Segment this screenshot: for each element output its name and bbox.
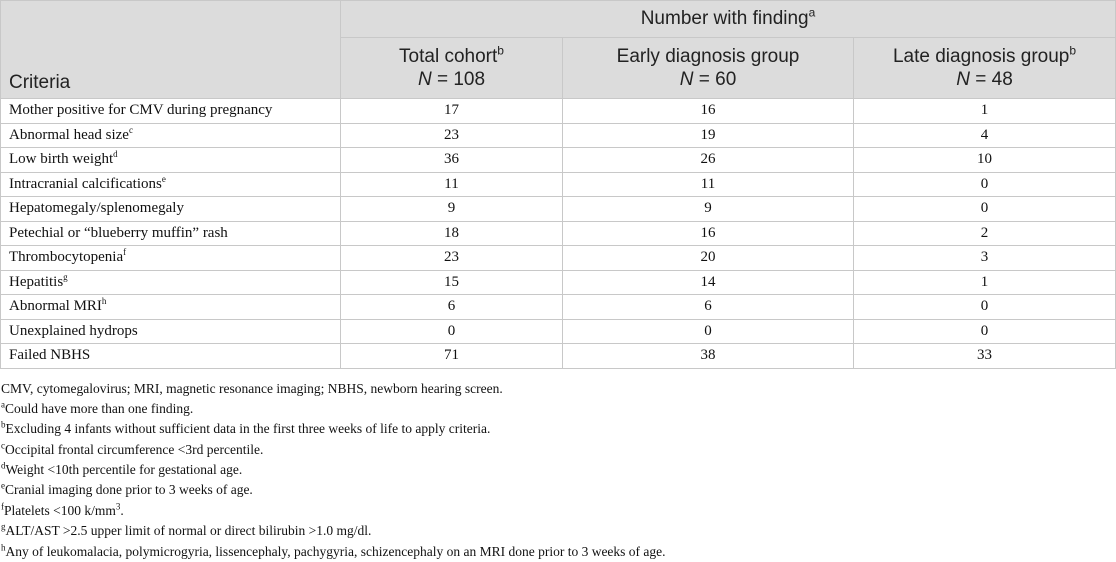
table-row [1, 99, 1116, 124]
table-row [1, 172, 1116, 197]
count-cell-early: 14 [563, 270, 854, 295]
criteria-text: Thrombocytopenia [9, 249, 124, 266]
column-label: Total cohort [399, 46, 498, 67]
table-row [1, 197, 1116, 222]
footnote-text-tail: . [120, 502, 124, 518]
count-cell-late: 1 [854, 270, 1116, 295]
criteria-header-label: Criteria [9, 72, 71, 93]
criteria-cell [1, 295, 341, 320]
footnote-a [1, 399, 1116, 419]
criteria-footnote-mark: e [161, 173, 166, 184]
n-value: = 108 [431, 69, 486, 90]
count-cell-early: 19 [563, 123, 854, 148]
criteria-footnote-mark: h [101, 296, 107, 307]
count-cell-early: 26 [563, 148, 854, 173]
count-cell-total: 18 [341, 221, 563, 246]
footnote-text: Cranial imaging done prior to 3 weeks of age. [5, 482, 253, 498]
table-row [1, 344, 1116, 369]
count-cell-late: 0 [854, 295, 1116, 320]
count-cell-late: 0 [854, 172, 1116, 197]
criteria-cell [1, 270, 341, 295]
table-row [1, 221, 1116, 246]
count-cell-early: 16 [563, 221, 854, 246]
criteria-header [1, 1, 341, 99]
count-cell-late: 33 [854, 344, 1116, 369]
count-cell-late: 10 [854, 148, 1116, 173]
criteria-footnote-mark: c [128, 124, 133, 135]
criteria-text: Hepatitis [9, 273, 64, 290]
n-value: = 48 [969, 69, 1013, 90]
criteria-cell [1, 123, 341, 148]
footnote-f [1, 501, 1116, 521]
table-row [1, 295, 1116, 320]
footnote-mark: a [1, 399, 5, 410]
footnote-b [1, 419, 1116, 439]
criteria-cell [1, 99, 341, 124]
count-cell-total: 36 [341, 148, 563, 173]
count-cell-early: 0 [563, 319, 854, 344]
count-cell-total: 15 [341, 270, 563, 295]
count-cell-total: 71 [341, 344, 563, 369]
footnote-text: Occipital frontal circumference <3rd percentile. [5, 441, 264, 457]
criteria-cell [1, 344, 341, 369]
footnote-mark: h [1, 542, 6, 553]
footnote-c [1, 440, 1116, 460]
count-cell-total: 9 [341, 197, 563, 222]
footnote-d [1, 460, 1116, 480]
footnote-mark: e [1, 480, 5, 491]
footnote-mark: c [1, 440, 5, 451]
table-row [1, 319, 1116, 344]
column-label: Late diagnosis group [892, 46, 1070, 67]
count-cell-total: 0 [341, 319, 563, 344]
criteria-text: Hepatomegaly/splenomegaly [9, 200, 184, 217]
footnote-text: Any of leukomalacia, polymicrogyria, lissencephaly, pachygyria, schizencephaly on an MRI done prior to 3 weeks of age. [5, 543, 666, 559]
criteria-text: Unexplained hydrops [9, 322, 138, 339]
count-cell-total: 11 [341, 172, 563, 197]
n-symbol: N [956, 69, 970, 90]
footnote-h [1, 542, 1116, 562]
footnote-text: Weight <10th percentile for gestational age. [5, 462, 243, 478]
criteria-cell [1, 221, 341, 246]
count-cell-late: 4 [854, 123, 1116, 148]
table-row [1, 123, 1116, 148]
criteria-footnote-mark: f [123, 247, 127, 258]
count-cell-early: 38 [563, 344, 854, 369]
count-cell-total: 23 [341, 123, 563, 148]
criteria-cell [1, 148, 341, 173]
footnote-superscript: 3 [115, 501, 121, 512]
column-header-total [341, 38, 563, 99]
count-cell-early: 16 [563, 99, 854, 124]
criteria-text: Failed NBHS [9, 347, 91, 364]
footnote-text: Could have more than one finding. [5, 400, 194, 416]
column-footnote-mark: b [497, 43, 504, 58]
count-cell-early: 11 [563, 172, 854, 197]
footnote-e [1, 480, 1116, 500]
footnote-mark: g [1, 521, 6, 532]
footnote-text: Excluding 4 infants without sufficient data in the first three weeks of life to apply criteria. [5, 421, 491, 437]
footnote-text: Platelets <100 k/mm [4, 502, 116, 518]
table-row [1, 148, 1116, 173]
criteria-cell [1, 197, 341, 222]
criteria-text: Low birth weight [9, 151, 114, 168]
criteria-cell [1, 319, 341, 344]
column-header-early [563, 38, 854, 99]
count-cell-late: 1 [854, 99, 1116, 124]
criteria-text: Abnormal MRI [9, 298, 102, 315]
table-row [1, 270, 1116, 295]
criteria-text: Abnormal head size [9, 126, 129, 143]
footnote-abbreviations [1, 379, 1116, 399]
criteria-footnote-mark: g [63, 271, 68, 282]
count-cell-early: 20 [563, 246, 854, 271]
column-header-late [854, 38, 1116, 99]
footnote-mark: f [1, 501, 4, 512]
group-header-footnote-mark: a [808, 5, 816, 20]
count-cell-late: 3 [854, 246, 1116, 271]
count-cell-total: 6 [341, 295, 563, 320]
count-cell-total: 23 [341, 246, 563, 271]
footnote-text: CMV, cytomegalovirus; MRI, magnetic resonance imaging; NBHS, newborn hearing screen. [1, 380, 503, 396]
group-header-label: Number with finding [640, 8, 809, 29]
count-cell-late: 0 [854, 319, 1116, 344]
n-value: = 60 [693, 69, 737, 90]
count-cell-late: 2 [854, 221, 1116, 246]
column-label: Early diagnosis group [616, 46, 800, 67]
criteria-cell [1, 172, 341, 197]
footnote-g [1, 521, 1116, 541]
count-cell-early: 9 [563, 197, 854, 222]
n-symbol: N [417, 69, 432, 90]
footnote-mark: b [1, 419, 6, 430]
criteria-text: Petechial or “blueberry muffin” rash [9, 224, 228, 241]
table-body [1, 99, 1116, 369]
group-header [341, 1, 1116, 38]
criteria-cell [1, 246, 341, 271]
count-cell-late: 0 [854, 197, 1116, 222]
table-footnotes [0, 379, 1116, 562]
n-symbol: N [679, 69, 694, 90]
count-cell-early: 6 [563, 295, 854, 320]
count-cell-total: 17 [341, 99, 563, 124]
column-footnote-mark: b [1069, 43, 1077, 58]
footnote-text: ALT/AST >2.5 upper limit of normal or direct bilirubin >1.0 mg/dl. [5, 523, 372, 539]
footnote-mark: d [1, 460, 6, 471]
criteria-text: Mother positive for CMV during pregnancy [9, 102, 273, 119]
table-row [1, 246, 1116, 271]
criteria-text: Intracranial calcifications [9, 175, 162, 192]
criteria-footnote-mark: d [113, 149, 118, 160]
header-row-group [1, 1, 1116, 38]
